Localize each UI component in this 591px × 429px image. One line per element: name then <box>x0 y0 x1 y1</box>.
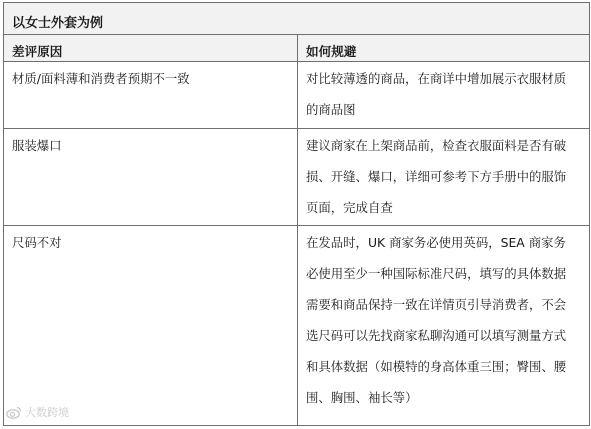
reason-cell <box>4 226 298 426</box>
solution-cell <box>298 129 590 226</box>
reason-cell <box>4 129 298 226</box>
table-row <box>4 226 590 426</box>
solution-text: 对比较薄透的商品，在商详中增加展示衣服材质的商品图 <box>306 71 567 117</box>
watermark-text: 大数跨境 <box>25 406 69 419</box>
header-reason: 差评原因 <box>4 35 298 62</box>
reason-text: 尺码不对 <box>12 235 62 250</box>
solution-cell <box>298 62 590 129</box>
table-row <box>4 129 590 226</box>
header-solution: 如何规避 <box>298 35 590 62</box>
table-header-row <box>4 35 590 62</box>
solution-text: 在发品时，UK 商家务必使用英码，SEA 商家务必使用至少一种国际标准尺码，填写的具体数据需要和商品保持一致在详情页引导消费者，不会选尺码可以先找商家私聊沟通可以填写测量方式和具体数据（如模特的身高体重三围；臀围、腰围、胸围、袖长等） <box>306 235 567 405</box>
watermark <box>6 403 69 421</box>
reason-text: 材质/面料薄和消费者预期不一致 <box>12 71 190 86</box>
table-title-row <box>4 3 590 35</box>
weibo-eye-logo-icon <box>6 406 22 419</box>
table-title: 以女士外套为例 <box>4 3 590 35</box>
solution-text: 建议商家在上架商品前，检查衣服面料是否有破损、开缝、爆口，详细可参考下方手册中的服饰页面，完成自查 <box>306 138 567 215</box>
table-row <box>4 62 590 129</box>
solution-cell <box>298 226 590 426</box>
reason-cell <box>4 62 298 129</box>
reason-text: 服装爆口 <box>12 138 62 153</box>
comparison-table <box>3 2 590 426</box>
